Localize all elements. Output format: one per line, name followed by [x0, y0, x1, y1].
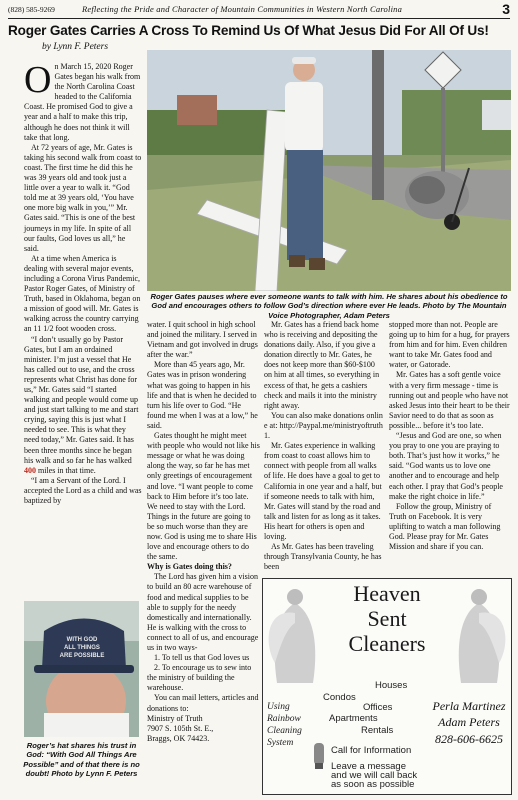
hat-text-3: ARE POSSIBLE — [59, 653, 105, 659]
paragraph: You can mail letters, articles and donations to: — [147, 693, 259, 713]
ad-side-text — [267, 701, 302, 749]
ad-leave-line: and we will call back — [331, 770, 418, 781]
ad-call-info: Call for Information — [331, 745, 412, 756]
address-line: Ministry of Truth — [147, 713, 203, 723]
ad-phone: 828-606-6625 — [435, 732, 503, 746]
photo1-caption: Roger Gates pauses where ever someone wants to talk with him. He shares about his obedience to God and encourages others to follow God’s direction where ever He leads. Photo by The Mountain Voice Photographer, Adam Peters — [150, 292, 508, 320]
ad-leave-message — [331, 762, 417, 789]
page-header — [8, 1, 510, 19]
miles-highlight: 400 — [24, 465, 36, 475]
paragraph: Mr. Gates experience in walking from coast to coast allows him to connect with people from all walks of life. He does have a goal to get to California in one year and a half, but if someone needs to talk with him, Mr. Gates will stand by the road and talk and listen for as long as it takes. His heart for others is open and loving. — [264, 441, 382, 541]
photo-illustration — [24, 601, 139, 737]
ad-side-line: Rainbow — [267, 714, 301, 724]
ad-service-apartments: Apartments — [329, 713, 378, 724]
ad-leave-line: as soon as possible — [331, 779, 415, 790]
paragraph: You can also make donations online at: http://Paypal.me/ministryoftruth1. — [264, 410, 383, 441]
photo2-caption: Roger’s hat shares his trust in God: “With God All Things Are Possible” and of that there is no doubt! Photo by Lynn F. Peters — [23, 741, 140, 779]
paragraph: As Mr. Gates has been traveling through Transylvania County, he has been — [264, 542, 382, 572]
paragraph: Gates thought he might meet with people who would not like his message or what he was doing along the way, so far he has met only greetings of encouragement and love. “I want people to come back to Him before it’s too late. We need to stay with the Lord. Things in the future are going to be so much worse than they are now. God is using me to share His love and encourage others to do the same. — [147, 431, 260, 562]
ad-service-condos: Condos — [323, 692, 356, 703]
ad-title-cleaners: Cleaners — [348, 631, 426, 656]
ad-side-line: System — [267, 738, 294, 748]
article-column-1 — [24, 59, 142, 506]
paragraph — [24, 335, 142, 476]
paragraph: Mr. Gates has a friend back home who is receiving and depositing the donations daily. Also, if you give a donation directly to Mr. Gates, he does not keep more than $60-$100 on him at all times, so everything in excess of that, he gets a cashiers check and mails it into the ministry right away. — [264, 320, 380, 410]
ad-contact-name-2: Adam Peters — [438, 715, 500, 729]
heaven-sent-cleaners-ad — [262, 578, 512, 795]
list-item: 2. To encourage us to sew into the ministry of building the warehouse. — [147, 663, 252, 693]
header-tagline: Reflecting the Pride and Character of Mountain Communities in Western North Carolina — [82, 4, 403, 14]
header-phone: (828) 585-9269 — [8, 5, 55, 14]
paragraph: water. I quit school in high school and joined the military. I served in Vietnam and got involved in drugs after the war.” — [147, 320, 258, 360]
page-number: 3 — [502, 1, 510, 17]
paragraph: At 72 years of age, Mr. Gates is taking his second walk from coast to coast. The first time he did this he was 39 years old and took just a little over a year to walk it. “God told me at 39 years old, ‘You have one more big walk in you,’” Mr. Gates said. “This is one of the best journeys in my life. In spite of all our faults, God loves us all,” he said. — [24, 142, 142, 253]
ad-service-houses: Houses — [375, 680, 408, 691]
photo-roger-with-cross — [147, 50, 511, 291]
ad-title-heaven: Heaven — [353, 581, 421, 606]
paragraph: “Jesus and God are one, so when you pray to one you are praying to both. That’s just how it works,” he said. “God wants us to love one another and to encourage and help each other. I pray that God’s people make the right choice in life.” — [389, 431, 503, 501]
article-column-3 — [264, 320, 384, 572]
paragraph: stopped more than not. People are going up to him for a hug, for prayers from him and for him. Even children want to take Mr. Gates food and water, or Gatorade. — [389, 320, 510, 370]
paragraph: “I am a Servant of the Lord. I accepted the Lord as a child and was baptized by — [24, 475, 142, 506]
ad-side-line: Using — [267, 702, 290, 712]
ad-side-line: Cleaning — [267, 726, 302, 736]
paragraph-text: miles in that time. — [38, 465, 96, 475]
angel-icon — [267, 583, 323, 693]
drop-cap: O — [24, 59, 52, 101]
paragraph: Mr. Gates has a soft gentle voice with a very firm message - time is running out and people who have not asked Jesus into their heart to be their Savior need to do that as soon as possible... before it’s too late. — [389, 370, 510, 430]
ad-service-rentals: Rentals — [361, 725, 394, 736]
hat-text-2: ALL THINGS — [64, 645, 100, 651]
vacuum-icon — [311, 739, 327, 771]
paragraph: n March 15, 2020 Roger Gates began his walk from the North Carolina Coast headed to the California Coast. He promised God to give a year and a half to make this trip, although he does not think it will take that long. — [24, 62, 141, 142]
ad-contact-name-1: Perla Martinez — [432, 699, 506, 713]
paragraph: At a time when America is dealing with several major events, including a Corona Virus Pandemic, Pastor Roger Gates, of Ministry of Truth, based in Oklahoma, began on a mission of good will. Mr. Gates is walking across the country carrying an 11 1/2 foot wooden cross. — [24, 253, 141, 334]
photo-roger-hat — [24, 601, 139, 737]
paragraph: The Lord has given him a vision to build an 80 acre warehouse of food and medical supplies to be able to supply for the needy domestically and internationally. He is walking with the cross to connect to all of us, and encourage us in two ways- — [147, 572, 259, 652]
paragraph: More than 45 years ago, Mr. Gates was in prison wondering what was going to happen in his life and that is when he decided to turn his life over to God. “He found me when I was at a low,” he said. — [147, 360, 258, 430]
paragraph: Follow the group, Ministry of Truth on Facebook. It is very uplifting to watch a man following God. Please pray for Mr. Gates Mission and share if you can. — [389, 501, 501, 552]
address-line: 7907 S. 105th St. E., — [147, 723, 214, 733]
article-headline: Roger Gates Carries A Cross To Remind Us Of What Jesus Did For All Of Us! — [8, 23, 489, 38]
angel-icon — [451, 583, 507, 693]
subheading: Why is Gates doing this? — [147, 562, 232, 572]
article-column-2 — [147, 320, 260, 744]
article-byline: by Lynn F. Peters — [42, 42, 109, 52]
paragraph-text: “I don’t usually go by Pastor Gates, but I am an ordained minister. I’m just a vessel that He has called out to use, and the cross represents what Christ has done for us,” Mr. Gates said “I started walking and people would come up and just start talking to me and start crying, saying this is just what I needed to see. This is what they need today,” Mr. Gates said. It has been three months since he began his walk and so far he has walked — [24, 334, 139, 465]
hat-text-1: WITH GOD — [66, 637, 98, 643]
photo-illustration — [147, 50, 511, 291]
list-item: 1. To tell us that God loves us — [154, 653, 250, 663]
article-column-4 — [389, 320, 510, 552]
ad-service-offices: Offices — [363, 702, 393, 713]
ad-title-sent: Sent — [367, 606, 407, 631]
address-line: Braggs, OK 74423. — [147, 733, 210, 743]
ad-leave-line: Leave a message — [331, 761, 406, 772]
